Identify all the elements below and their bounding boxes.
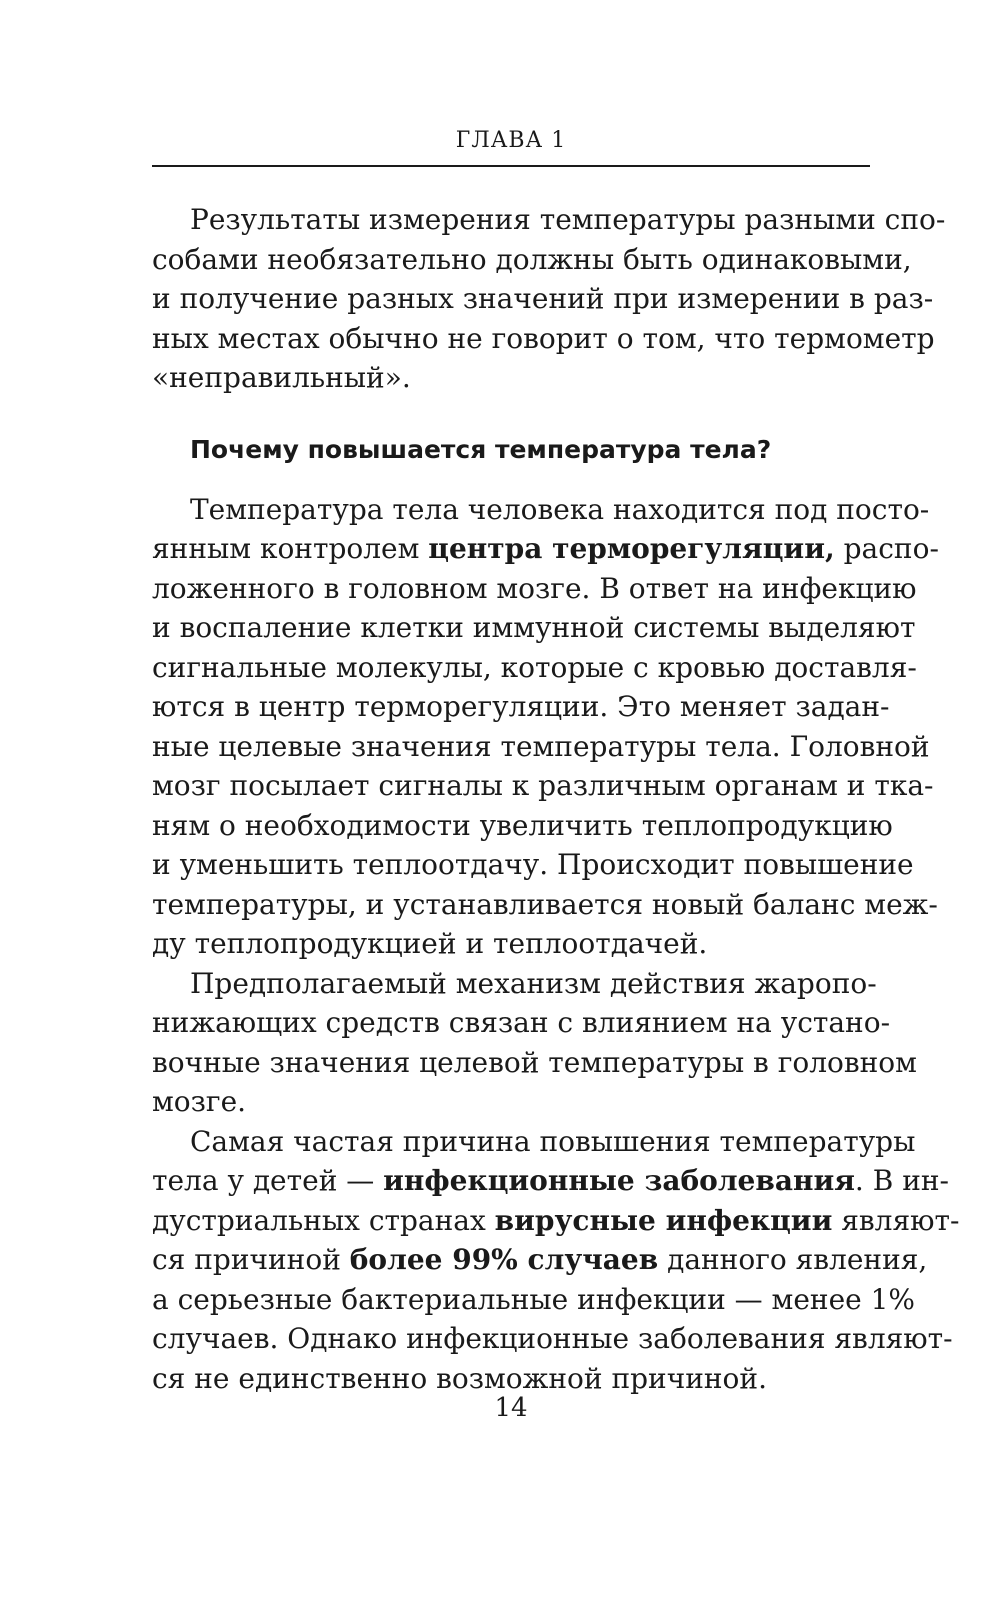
bold-term: инфекционные заболевания [383, 1164, 855, 1197]
text-line: мозге. [152, 1085, 247, 1118]
text-run: янным контролем [152, 532, 429, 565]
text-line: ных местах обычно не говорит о том, что термометр [152, 321, 935, 355]
text-line: Температура тела человека находится под посто- [190, 492, 930, 526]
text-line [152, 1161, 949, 1201]
text-line [152, 529, 939, 569]
text-line: ся не единственно возможной причиной. [152, 1361, 767, 1395]
body-text [152, 200, 960, 1398]
text-line: вочные значения целевой температуры в головном [152, 1045, 917, 1079]
text-run: ся причиной [152, 1243, 350, 1276]
text-line: Предполагаемый механизм действия жаропо- [190, 966, 877, 1000]
text-run: являют- [832, 1203, 960, 1237]
bold-term: центра терморегуляции, [428, 532, 835, 565]
text-line: мозг посылает сигналы к различным органам и тка- [152, 769, 934, 802]
text-line: и воспаление клетки иммунной системы выделяют [152, 611, 916, 644]
header-divider [152, 165, 870, 167]
text-run: данного явления, [658, 1243, 928, 1276]
page-number: 14 [494, 1393, 528, 1423]
text-line: собами необязательно должны быть одинаковыми, [152, 242, 912, 276]
intro-paragraph [152, 200, 946, 398]
text-line: ду теплопродукцией и теплоотдачей. [152, 927, 708, 960]
text-run: тела у детей — [152, 1164, 384, 1197]
section-heading: Почему повышается температура тела? [190, 434, 772, 464]
running-head: ГЛАВА 1 [455, 128, 567, 153]
text-line: ложенного в головном мозге. В ответ на инфекцию [152, 571, 917, 605]
text-line: «неправильный». [152, 361, 411, 394]
text-line: и уменьшить теплоотдачу. Происходит повышение [152, 848, 914, 881]
text-run: . В ин- [854, 1164, 949, 1197]
bold-term: вирусные инфекции [494, 1203, 833, 1237]
paragraph-causes [152, 1122, 960, 1399]
text-line: Самая частая причина повышения температуры [190, 1124, 916, 1158]
text-run: распо- [834, 532, 939, 565]
text-line [152, 1201, 960, 1241]
text-line: и получение разных значений при измерении в раз- [152, 282, 934, 315]
text-line: Результаты измерения температуры разными спо- [190, 203, 946, 236]
text-run: дустриальных странах [152, 1203, 495, 1237]
paragraph-antipyretics [152, 964, 917, 1122]
bold-term: более 99% случаев [349, 1243, 659, 1276]
text-line: ные целевые значения температуры тела. Головной [152, 729, 930, 763]
text-line: а серьезные бактериальные инфекции — менее 1% [152, 1282, 916, 1316]
text-line: ням о необходимости увеличить теплопродукцию [152, 808, 893, 842]
text-line [152, 1240, 928, 1280]
text-line: ются в центр терморегуляции. Это меняет задан- [152, 690, 890, 723]
text-line: сигнальные молекулы, которые с кровью доставля- [152, 650, 917, 684]
text-line: случаев. Однако инфекционные заболевания являют- [152, 1322, 953, 1355]
text-line: температуры, и устанавливается новый баланс меж- [152, 887, 938, 921]
text-line: нижающих средств связан с влиянием на устано- [152, 1006, 891, 1039]
paragraph-thermoregulation [152, 490, 939, 964]
